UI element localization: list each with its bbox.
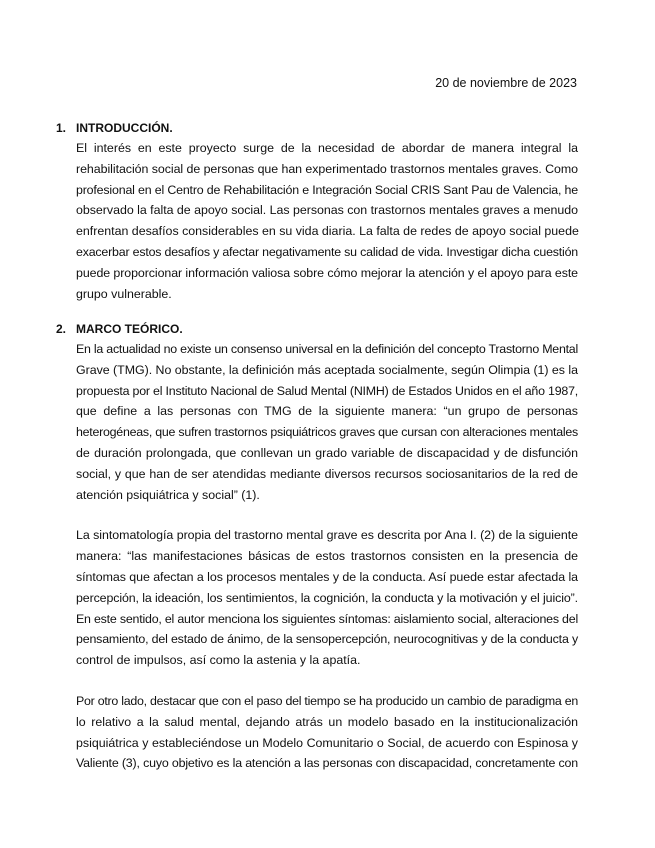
text-line: percepción, la ideación, los sentimientos, la cognición, la conducta y la motivación y el juicio”. — [76, 590, 578, 605]
text-line: El interés en este proyecto surge de la necesidad de abordar de manera integral la — [76, 141, 578, 155]
text-line: síntomas que afectan a los procesos mentales y de la conducta. Así puede estar afectada la — [76, 569, 578, 584]
text-line: En este sentido, el autor menciona los siguientes síntomas: aislamiento social, alteraciones del — [76, 611, 578, 626]
paragraph — [76, 691, 578, 774]
text-line: propuesta por el Instituto Nacional de Salud Mental (NIMH) de Estados Unidos en el año 1987, — [76, 383, 578, 398]
text-line: enfrentan desafíos considerables en su vida diaria. La falta de redes de apoyo social puede — [76, 224, 579, 239]
text-line: de duración prolongada, que conllevan un grado variable de discapacidad y de disfunción — [76, 445, 578, 460]
paragraph — [76, 339, 578, 505]
text-line: La sintomatología propia del trastorno mental grave es descrita por Ana I. (2) de la siguiente — [76, 528, 578, 543]
text-line: Por otro lado, destacar que con el paso del tiempo se ha producido un cambio de paradigma en — [76, 693, 578, 708]
text-line: Valiente (3), cuyo objetivo es la atención a las personas con discapacidad, concretamente con — [76, 756, 578, 771]
section-introduccion — [56, 118, 578, 304]
text-line: control de impulsos, así como la astenia y la apatía. — [76, 653, 361, 668]
text-line: lo relativo a la salud mental, dejando atrás un modelo basado en la institucionalización — [76, 714, 578, 729]
text-line: heterogéneas, que sufren trastornos psiquiátricos graves que cursan con alteraciones mentales — [76, 425, 578, 440]
paragraph — [76, 525, 578, 671]
text-line: atención psiquiátrica y social” (1). — [76, 487, 260, 502]
section-heading — [56, 319, 578, 339]
document-date: 20 de noviembre de 2023 — [435, 76, 577, 90]
text-line: grupo vulnerable. — [76, 286, 172, 301]
text-line: manera: “las manifestaciones básicas de estos trastornos consisten en la presencia de — [76, 549, 578, 564]
text-line: que define a las personas con TMG de la siguiente manera: “un grupo de personas — [76, 404, 578, 419]
text-line: Grave (TMG). No obstante, la definición más aceptada socialmente, según Olimpia (1) es la — [76, 362, 578, 377]
text-line: profesional en el Centro de Rehabilitación e Integración Social CRIS Sant Pau de Valencia, he — [76, 182, 578, 197]
section-heading — [56, 118, 578, 138]
text-line: En la actualidad no existe un consenso universal en la definición del concepto Trastorno Mental — [76, 342, 578, 356]
section-marco-teorico — [56, 319, 578, 774]
text-line: puede proporcionar información valiosa sobre cómo mejorar la atención y el apoyo para este — [76, 265, 578, 280]
paragraph — [76, 138, 578, 304]
text-line: observado la falta de apoyo social. Las personas con trastornos mentales graves a menudo — [76, 203, 578, 218]
text-line: psiquiátrica y estableciéndose un Modelo Comunitario o Social, de acuerdo con Espinosa y — [76, 735, 578, 750]
text-line: social, y que han de ser atendidas mediante diversos recursos sociosanitarios de la red de — [76, 466, 578, 481]
section-number: 1. — [56, 121, 67, 135]
text-line: exacerbar estos desafíos y afectar negativamente su calidad de vida. Investigar dicha cuestión — [76, 244, 578, 259]
section-title: MARCO TEÓRICO. — [76, 322, 183, 336]
text-line: rehabilitación social de personas que han experimentado trastornos mentales graves. Como — [76, 161, 578, 176]
section-number: 2. — [56, 322, 67, 336]
section-title: INTRODUCCIÓN. — [76, 121, 173, 135]
text-line: pensamiento, del estado de ánimo, de la sensopercepción, neurocognitivas y de la conducta y — [76, 632, 578, 647]
